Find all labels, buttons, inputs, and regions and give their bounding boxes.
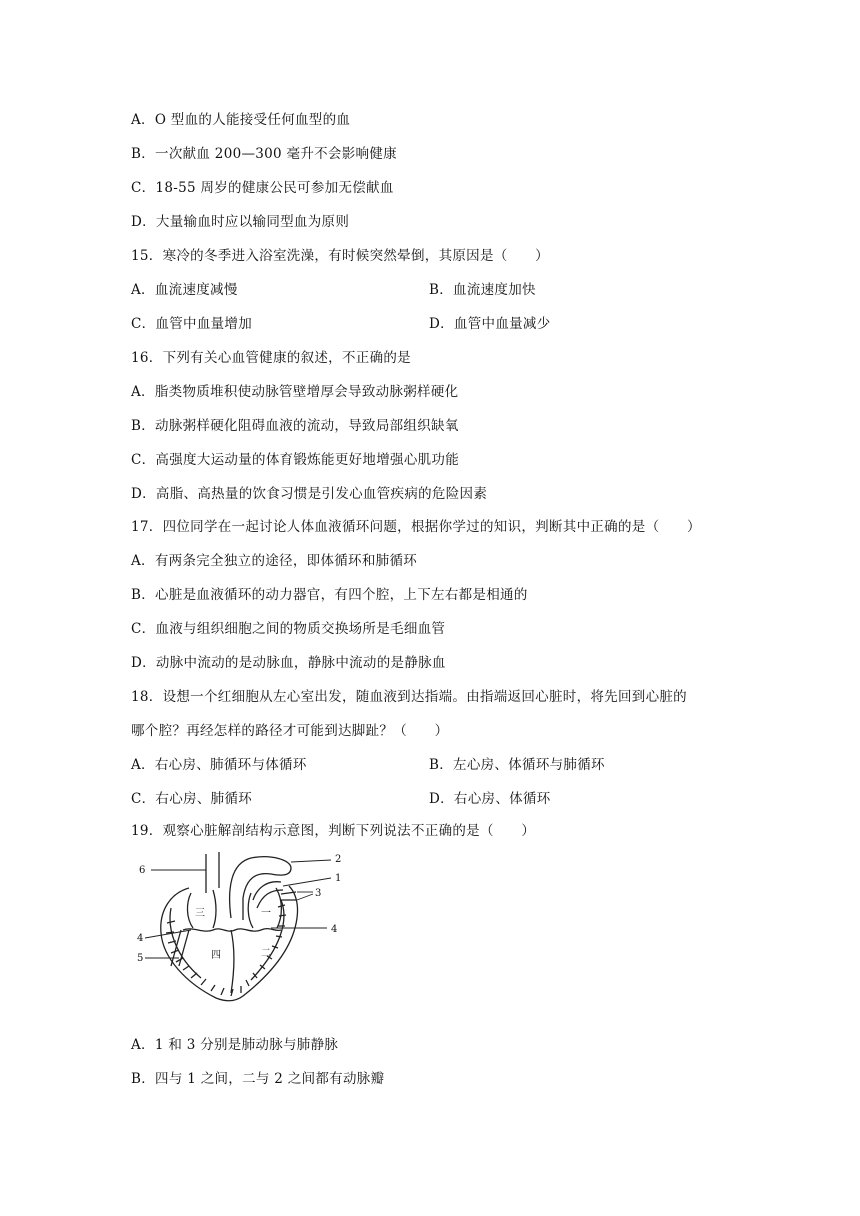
q19-option-b: B．四与 1 之间，二与 2 之间都有动脉瓣 [131, 1071, 385, 1087]
q16-option-a: A．脂类物质堆积使动脉管壁增厚会导致动脉粥样硬化 [131, 384, 459, 400]
q18-option-c: C．右心房、肺循环 [131, 791, 253, 807]
label-1: 1 [335, 873, 342, 884]
q15-option-b: B．血流速度加快 [429, 282, 536, 298]
label-4-left: 4 [137, 933, 144, 944]
q19-option-a: A．1 和 3 分别是肺动脉与肺静脉 [131, 1037, 339, 1053]
label-5: 5 [137, 953, 144, 964]
q14-option-d: D．大量输血时应以输同型血为原则 [131, 214, 350, 230]
q15-stem: 15．寒冷的冬季进入浴室洗澡，有时候突然晕倒，其原因是（ ） [131, 248, 549, 264]
chamber-label-2: 二 [261, 948, 271, 959]
q18-option-a: A．右心房、肺循环与体循环 [131, 757, 307, 773]
q16-option-c: C．高强度大运动量的体育锻炼能更好地增强心肌功能 [131, 452, 460, 468]
q15-option-d: D．血管中血量减少 [429, 316, 551, 332]
chamber-label-1: 一 [261, 908, 271, 919]
q19-stem: 19．观察心脏解剖结构示意图，判断下列说法不正确的是（ ） [131, 823, 536, 839]
q17-option-a: A．有两条完全独立的途径，即体循环和肺循环 [131, 553, 418, 569]
q14-option-b: B．一次献血 200—300 毫升不会影响健康 [131, 146, 397, 162]
q17-option-d: D．动脉中流动的是动脉血，静脉中流动的是静脉血 [131, 655, 446, 671]
q18-option-d: D．右心房、体循环 [429, 791, 551, 807]
q17-option-b: B．心脏是血液循环的动力器官，有四个腔，上下左右都是相通的 [131, 587, 528, 603]
q18-option-b: B．左心房、体循环与肺循环 [429, 757, 605, 773]
q16-option-d: D．高脂、高热量的饮食习惯是引发心血管疾病的危险因素 [131, 486, 488, 502]
q15-option-c: C．血管中血量增加 [131, 316, 253, 332]
q15-option-a: A．血流速度减慢 [131, 282, 238, 298]
chamber-label-4: 四 [211, 950, 221, 961]
q14-option-c: C．18-55 周岁的健康公民可参加无偿献血 [131, 180, 394, 196]
q16-stem: 16．下列有关心血管健康的叙述，不正确的是 [131, 350, 411, 366]
label-6: 6 [139, 865, 146, 876]
q16-option-b: B．动脉粥样硬化阻碍血液的流动，导致局部组织缺氧 [131, 418, 459, 434]
figure-leader-lines [145, 860, 331, 958]
label-4-right: 4 [331, 924, 338, 935]
label-2: 2 [335, 854, 342, 865]
q18-stem-line1: 18．设想一个红细胞从左心室出发，随血液到达指端。由指端返回心脏时，将先回到心脏的 [131, 689, 687, 705]
chamber-label-3: 三 [195, 908, 205, 919]
q17-option-c: C．血液与组织细胞之间的物质交换场所是毛细血管 [131, 621, 446, 637]
label-3: 3 [315, 888, 322, 899]
heart-outline [161, 852, 298, 1001]
heart-anatomy-figure [131, 848, 351, 1004]
q18-stem-line2: 哪个腔？再经怎样的路径才可能到达脚趾？（ ） [131, 723, 449, 739]
q17-stem: 17．四位同学在一起讨论人体血液循环问题，根据你学过的知识，判断其中正确的是（ ） [131, 519, 701, 535]
q14-option-a: A．O 型血的人能接受任何血型的血 [131, 112, 351, 128]
